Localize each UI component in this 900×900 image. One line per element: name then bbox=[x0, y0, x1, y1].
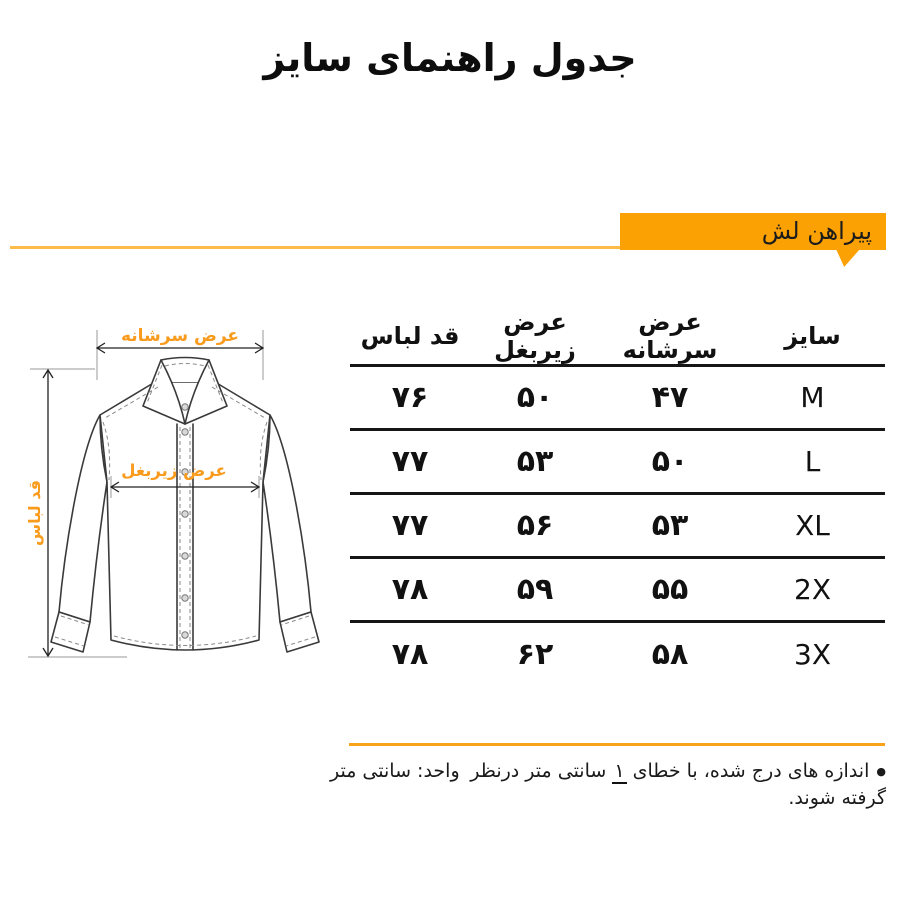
note-error-value: ۱ bbox=[614, 760, 625, 782]
armpit-width-cell: ۵۳ bbox=[470, 430, 600, 494]
armpit-width-cell: ۵۰ bbox=[470, 366, 600, 430]
size-table-header-row bbox=[350, 308, 885, 366]
garment-length-cell: ۷۸ bbox=[391, 636, 429, 672]
size-table-row bbox=[350, 494, 885, 558]
armpit-width-label: عرض زیربغل bbox=[121, 461, 227, 480]
shoulder-width-cell: ۵۳ bbox=[600, 494, 740, 558]
bullet-icon: ● bbox=[876, 765, 886, 778]
note-text-prefix: اندازه های درج شده، با خطای bbox=[626, 760, 870, 782]
header-armpit-width: عرض زیربغل bbox=[470, 308, 600, 366]
garment-length-cell: ۷۷ bbox=[350, 430, 470, 494]
header-garment-length: قد لباس bbox=[350, 308, 470, 366]
header-shoulder-width: عرض سرشانه bbox=[600, 308, 740, 366]
size-table-row bbox=[350, 622, 885, 686]
size-cell: L bbox=[740, 430, 885, 494]
page-title: جدول راهنمای سایز bbox=[263, 36, 637, 80]
note-text-suffix: سانتی متر درنظر گرفته شوند. bbox=[470, 760, 886, 809]
size-table bbox=[350, 308, 885, 686]
garment-length-cell: ۷۸ bbox=[350, 558, 470, 622]
shoulder-width-cell: ۵۰ bbox=[600, 430, 740, 494]
shoulder-width-label: عرض سرشانه bbox=[120, 326, 240, 346]
size-cell: 2X bbox=[740, 558, 885, 622]
footnote bbox=[330, 758, 886, 811]
shirt-outline bbox=[51, 358, 319, 653]
measurement-tolerance-note bbox=[460, 758, 886, 811]
size-cell: XL bbox=[740, 494, 885, 558]
armpit-width-cell: ۶۲ bbox=[516, 636, 554, 672]
armpit-width-cell: ۵۹ bbox=[470, 558, 600, 622]
size-cell: M bbox=[740, 366, 885, 430]
unit-note: واحد: سانتی متر bbox=[330, 760, 460, 782]
garment-length-arrow bbox=[43, 370, 53, 656]
size-table-body bbox=[350, 366, 885, 686]
shirt-measurement-diagram bbox=[15, 310, 335, 675]
header-size: سایز bbox=[740, 308, 885, 366]
size-cell: 3X bbox=[794, 637, 831, 671]
garment-length-cell: ۷۶ bbox=[350, 366, 470, 430]
product-banner bbox=[620, 213, 886, 250]
garment-length-cell: ۷۷ bbox=[350, 494, 470, 558]
banner-tail bbox=[836, 249, 860, 267]
shoulder-width-cell: ۵۸ bbox=[651, 636, 689, 672]
shoulder-width-cell: ۵۵ bbox=[600, 558, 740, 622]
size-table-row bbox=[350, 558, 885, 622]
size-table-row bbox=[350, 430, 885, 494]
banner-rule-line bbox=[10, 246, 620, 249]
footnote-rule-line bbox=[349, 743, 885, 746]
product-banner-label: پیراهن لش bbox=[761, 216, 872, 245]
size-table-row bbox=[350, 366, 885, 430]
shoulder-width-cell: ۴۷ bbox=[600, 366, 740, 430]
garment-length-label: قد لباس bbox=[25, 480, 44, 546]
armpit-width-cell: ۵۶ bbox=[470, 494, 600, 558]
